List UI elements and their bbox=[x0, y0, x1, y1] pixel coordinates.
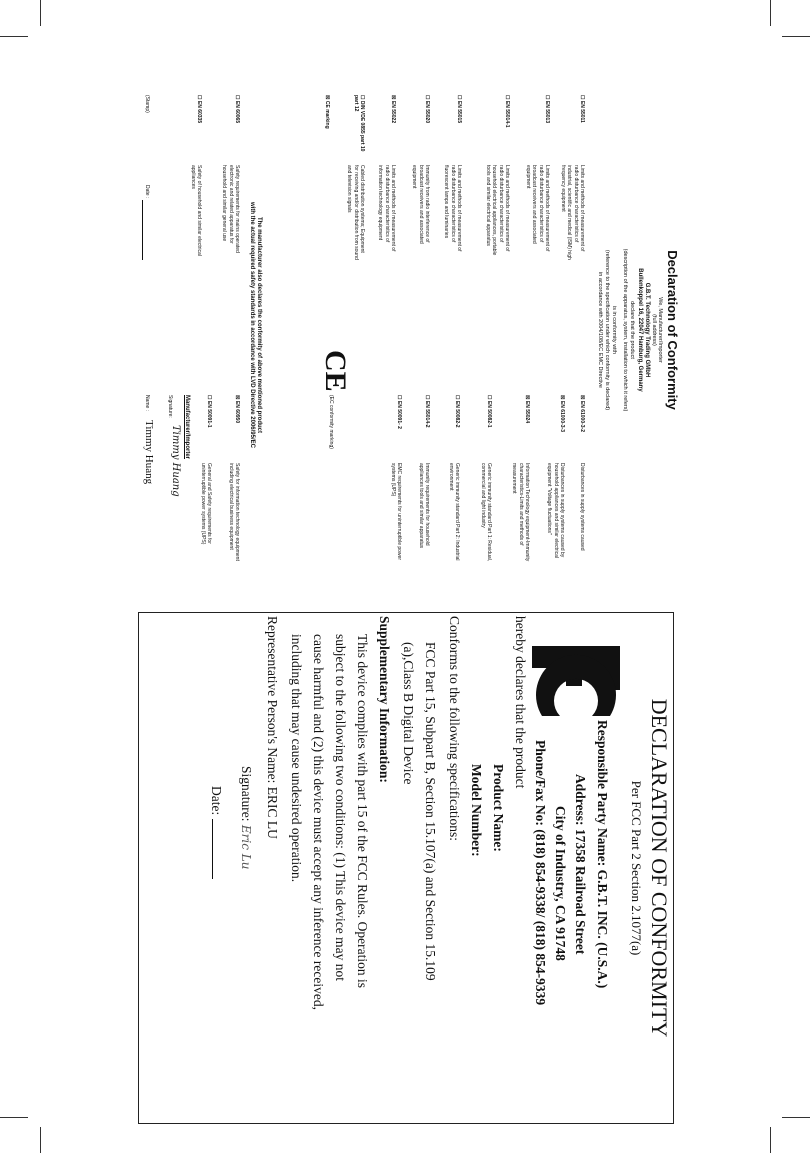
eu-standard-code: ☐ EN 50091-1 bbox=[206, 395, 212, 428]
supplementary-line: including that may cause undesired operation. bbox=[289, 634, 304, 883]
eu-standard-code: ☒ EN 61000-3-2 bbox=[579, 395, 585, 433]
crop-mark bbox=[770, 1127, 771, 1153]
fcc-signature: Signature: Eric Lu bbox=[239, 766, 254, 870]
name-label: Name : bbox=[144, 395, 150, 412]
eu-standard-desc: EMC requirements for uninterruptible power systems (UPS) bbox=[389, 463, 402, 560]
spec-line: (a),Class B Digital Device bbox=[401, 642, 416, 785]
fcc-subtitle: Per FCC Part 2 Section 2.1077(a) bbox=[629, 780, 644, 956]
eu-standard-code: ☐ EN 55020 bbox=[424, 95, 430, 124]
eu-standard-code: ☐ DIN VDE 0855 part 10 part 12 bbox=[352, 95, 365, 152]
manufacturer-label: Manufacturer/Importer bbox=[184, 395, 190, 460]
fcc-title: DECLARATION OF CONFORMITY bbox=[647, 698, 672, 1038]
date-line bbox=[142, 200, 143, 260]
supplementary-line: cause harmful and (2) this device must accept any inference received, bbox=[311, 634, 326, 1010]
eu-header-line: (full address) bbox=[651, 314, 657, 346]
eu-standard-code: ☒ EN 60950 bbox=[234, 395, 240, 424]
eu-standard-desc: Limits and methods of measurement of radio disturbance characteristics of fluorescent lamps and luminaries bbox=[443, 165, 462, 252]
eu-standard-desc: Cabled distribution systems; Equipment for receiving and/or distribution from sound and television signals bbox=[346, 165, 365, 260]
fcc-date: Date: bbox=[208, 786, 224, 879]
supplementary-label: Supplementary Information: bbox=[377, 616, 392, 783]
eu-header-line: G.B.T. Technology Trading GMbH bbox=[644, 282, 650, 378]
model-number-label: Model Number: bbox=[469, 764, 484, 857]
representative-name: Representative Person's Name: ERIC LU bbox=[265, 616, 280, 839]
eu-standard-desc: Limits and methods of measurement of radio disturbance characteristics of household electrical appliances, portable tools and similar electrical apparatus bbox=[485, 165, 510, 256]
eu-standard-desc: Immunity requirements for household appliances tools and similar apparatus bbox=[417, 463, 430, 549]
eu-standard-code: ☒ EN 55024 bbox=[524, 395, 530, 424]
eu-standard-desc: Disturbances in supply systems caused by household appliances and similar electrical equipment "Voltage fluctuations" bbox=[546, 463, 565, 559]
crop-mark bbox=[782, 1117, 810, 1118]
eu-title: Declaration of Conformity bbox=[665, 250, 680, 410]
city: City of Industry, CA 91748 bbox=[553, 806, 568, 961]
crop-mark bbox=[782, 36, 810, 37]
ce-note: (EC conformity marking) bbox=[328, 395, 334, 449]
eu-standard-code: ☐ EN 50082-2 bbox=[454, 395, 460, 428]
spec-line: FCC Part 15, Subpart B, Section 15.107(a) and Section 15.109 bbox=[423, 642, 438, 981]
eu-standard-desc: Information Technology equipment-Immunity characteristics-Limits and methods of measurement bbox=[511, 463, 530, 562]
eu-declaration bbox=[140, 95, 680, 565]
eu-standard-code: ☐ EN 50082-1 bbox=[486, 395, 492, 428]
ce-mark: CE bbox=[319, 350, 352, 392]
eu-header-line: in accordance with 2004/108/EC EMC Directive bbox=[597, 272, 603, 388]
crop-mark bbox=[0, 36, 28, 37]
eu-header-line: Bullenkoppel 16, 22047 Hamburg, Germany bbox=[637, 268, 643, 392]
signature-label: Signature: bbox=[167, 395, 173, 418]
eu-header-line: (description of the apparatus, system, installation to which it refers) bbox=[622, 248, 628, 412]
crop-mark bbox=[40, 1127, 41, 1153]
eu-header-line: declare that the product bbox=[629, 301, 635, 359]
eu-standard-code: ☐ EN 55011 bbox=[579, 95, 585, 123]
eu-standard-desc: Safety for information technology equipment including electrical business equipment bbox=[227, 463, 240, 561]
party-name: Responsible Party Name: G.B.T. INC. (U.S.A.) bbox=[595, 720, 610, 989]
crop-mark bbox=[40, 0, 41, 26]
signature-value: Timmy Huang bbox=[170, 425, 181, 497]
eu-standard-desc: Limits and methods of measurement of radio disturbance characteristics of information technology equipment bbox=[377, 165, 396, 252]
supplementary-line: This device complies with part 15 of the FCC Rules. Operation is bbox=[355, 634, 370, 988]
eu-standard-code: ☐ EN 50091- 2 bbox=[396, 395, 402, 429]
supplementary-line: subject to the following two conditions: (1) This device may not bbox=[333, 634, 348, 981]
fcc-signature-value: Eric Lu bbox=[239, 824, 253, 870]
fcc-declaration bbox=[142, 616, 672, 1120]
eu-standard-code: ☐ EN 55013 bbox=[544, 95, 550, 124]
eu-header-line: We, Manufacturer/Importer bbox=[657, 297, 663, 363]
manufacturer-note: The manufacturer also declares the conformity of above mentioned product with the actual required safety standards in accordance with LVD Directive 2006/95/EC bbox=[249, 202, 262, 448]
date-label: Date : bbox=[144, 185, 150, 199]
eu-standard-code: ☐ EN 55014-1 bbox=[504, 95, 510, 128]
eu-standard-desc: Limits and methods of measurement of radio disturbance characteristics of broadcast receivers and associated equipment bbox=[525, 165, 550, 252]
eu-header-line: is in conformity with bbox=[611, 306, 617, 354]
eu-standard-desc: Generic immunity standard Part 2: Industrial environment bbox=[447, 463, 460, 561]
eu-standard-desc: Generic immunity standard Part 1: Residual, commercial and light industry bbox=[479, 463, 492, 562]
conforms-text: Conforms to the following specifications: bbox=[447, 616, 462, 841]
eu-standard-desc: Safety requirements for mains operated electronic and related apparatus for household and similar general use bbox=[221, 165, 240, 253]
eu-header-line: (reference to the specification under which conformity is declared) bbox=[604, 249, 610, 411]
name-value: Timmy Huang bbox=[143, 420, 155, 485]
eu-standard-code: ☐ EN 60065 bbox=[234, 95, 240, 124]
crop-mark bbox=[0, 1117, 28, 1118]
eu-standard-code: ☐ EN 60335 bbox=[196, 95, 202, 124]
stamp-label: (Stamp) bbox=[144, 95, 150, 113]
eu-standard-desc: Limits and methods of measurement of radio disturbance characteristics of industrial, scientific and medical (ISM) high frequency equipment bbox=[560, 165, 585, 260]
product-name-label: Product Name: bbox=[491, 764, 506, 852]
declares-text: hereby declares that the product bbox=[513, 616, 528, 789]
eu-standard-code: ☐ EN 55015 bbox=[456, 95, 462, 124]
eu-standard-code: ☐ EN 55014-2 bbox=[424, 395, 430, 428]
eu-standard-desc: General and Safety requirements for uninterruptible power systems (UPS) bbox=[199, 463, 212, 545]
eu-standard-desc: Immunity from radio interference of broadcast receivers and associated equipment bbox=[411, 165, 430, 244]
eu-standard-code: ☒ EN 61000-3-3 bbox=[559, 395, 565, 433]
eu-standard-code: ☒ EN 55022 bbox=[390, 95, 396, 124]
crop-mark bbox=[770, 0, 771, 26]
eu-standard-desc: Disturbances in supply systems caused bbox=[579, 463, 585, 551]
fcc-logo-icon bbox=[524, 616, 628, 720]
eu-standard-code: ☒ CE marking bbox=[324, 95, 330, 129]
phone-fax: Phone/Fax No: (818) 854-9338/ (818) 854-9339 bbox=[533, 740, 548, 1006]
eu-standard-desc: Safety of household and similar electrical appliances bbox=[189, 165, 202, 256]
address: Address: 17358 Railroad Street bbox=[573, 774, 588, 955]
